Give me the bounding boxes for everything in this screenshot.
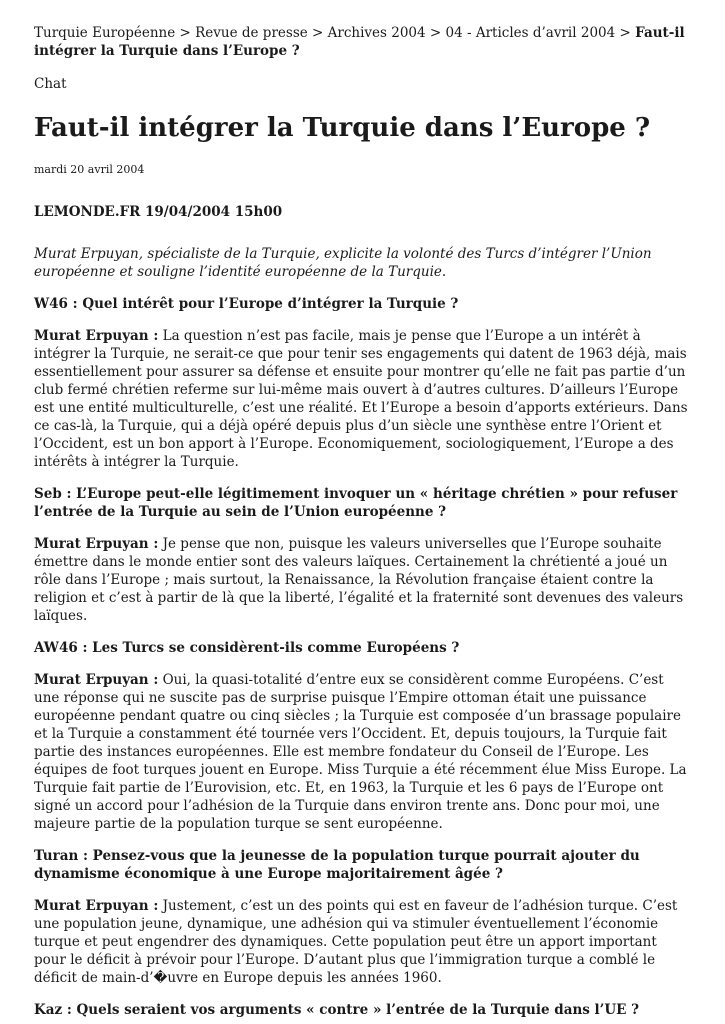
interview-question: W46 : Quel intérêt pour l’Europe d’intégrer la Turquie ? — [34, 296, 459, 312]
article-date: mardi 20 avril 2004 — [34, 163, 145, 176]
article-rubrique: Chat — [34, 76, 67, 92]
answer-speaker: Murat Erpuyan : — [34, 672, 159, 688]
interview-block-5 — [34, 1001, 691, 1019]
interview-question: Turan : Pensez-vous que la jeunesse de la population turque pourrait ajouter du dynamisme économique à une Europe majoritairement âgée ? — [34, 848, 640, 882]
interview-question: AW46 : Les Turcs se considèrent-ils comme Européens ? — [34, 640, 460, 656]
breadcrumb-link-archives[interactable]: Archives 2004 — [327, 25, 426, 41]
breadcrumb-link-avril[interactable]: 04 - Articles d’avril 2004 — [445, 25, 616, 41]
interview-answer — [34, 327, 691, 471]
breadcrumb-separator: > — [425, 25, 446, 41]
breadcrumb-link-home[interactable]: Turquie Européenne — [34, 25, 176, 41]
interview-block-2 — [34, 485, 691, 625]
article-intro: Murat Erpuyan, spécialiste de la Turquie, explicite la volonté des Turcs d’intégrer l’Union européenne et souligne l’identité européenne de la Turquie. — [34, 246, 652, 280]
breadcrumb-current: Faut-il intégrer la Turquie dans l’Europe ? — [34, 25, 685, 59]
interview-answer — [34, 897, 691, 987]
article-source: LEMONDE.FR 19/04/2004 15h00 — [34, 204, 283, 220]
answer-text: Je pense que non, puisque les valeurs universelles que l’Europe souhaite émettre dans le monde entier sont des valeurs laïques. Certainement la chrétienté a joué un rôle dans l’Europe ; mais surtout, la Renaissance, la Révolution française étaient contre la religion et c’est à partir de là que la liberté, l’égalité et la fraternité sont devenues des valeurs laïques. — [34, 536, 684, 624]
breadcrumb — [34, 24, 691, 60]
interview-question: Seb : L’Europe peut-elle légitimement invoquer un « héritage chrétien » pour refuser l’entrée de la Turquie au sein de l’Union européenne ? — [34, 486, 678, 520]
page-title: Faut-il intégrer la Turquie dans l’Europe ? — [34, 113, 651, 143]
breadcrumb-link-revue[interactable]: Revue de presse — [195, 25, 308, 41]
interview-question: Kaz : Quels seraient vos arguments « contre » l’entrée de la Turquie dans l’UE ? — [34, 1002, 640, 1018]
interview-answer — [34, 671, 691, 833]
answer-text: La question n’est pas facile, mais je pense que l’Europe a un intérêt à intégrer la Turquie, ne serait-ce que pour tenir ses engagements qui datent de 1963 déjà, mais essentiellement pour assurer sa défense et ensuite pour montrer qu’elle ne fait pas partie d’un club fermé chrétien referme sur lui-même mais ouvert à d’autres cultures. D’ailleurs l’Europe est une entité multiculturelle, c’est une réalité. Et l’Europe a besoin d’apports extérieurs. Dans ce cas-là, la Turquie, qui a déjà opéré depuis plus d’un siècle une synthèse entre l’Orient et l’Occident, est un bon apport à l’Europe. Economiquement, sociologiquement, l’Europe a des intérêts à intégrer la Turquie. — [34, 328, 688, 470]
breadcrumb-separator: > — [307, 25, 328, 41]
interview-block-4 — [34, 847, 691, 987]
answer-speaker: Murat Erpuyan : — [34, 898, 159, 914]
interview-block-1 — [34, 295, 691, 471]
breadcrumb-separator: > — [175, 25, 196, 41]
interview-answer — [34, 535, 691, 625]
answer-text: Oui, la quasi-totalité d’entre eux se considèrent comme Européens. C’est une réponse qui ne suscite pas de surprise puisque l’Empire ottoman était une puissance européenne pendant quatre ou cinq siècles ; la Turquie est composée d’un brassage populaire et la Turquie a constamment été tournée vers l’Occident. Et, depuis toujours, la Turquie fait partie des instances européennes. Elle est membre fondateur du Conseil de l’Europe. Les équipes de foot turques jouent en Europe. Miss Turquie a été récemment élue Miss Europe. La Turquie fait partie de l’Eurovision, etc. Et, en 1963, la Turquie et les 6 pays de l’Europe ont signé un accord pour l’adhésion de la Turquie dans environ trente ans. Donc pour moi, une majeure partie de la population turque se sent européenne. — [34, 672, 687, 832]
answer-speaker: Murat Erpuyan : — [34, 328, 159, 344]
answer-speaker: Murat Erpuyan : — [34, 536, 159, 552]
answer-text: Justement, c’est un des points qui est en faveur de l’adhésion turque. C’est une population jeune, dynamique, une adhésion qui va stimuler éventuellement l’économie turque et peut engendrer des dynamiques. Cette population peut être un apport important pour le déficit à prévoir pour l’Europe. D’autant plus que l’immigration turque a comblé le déficit de main-d’�uvre en Europe depuis les années 1960. — [34, 898, 678, 986]
breadcrumb-separator: > — [615, 25, 636, 41]
interview-block-3 — [34, 639, 691, 833]
